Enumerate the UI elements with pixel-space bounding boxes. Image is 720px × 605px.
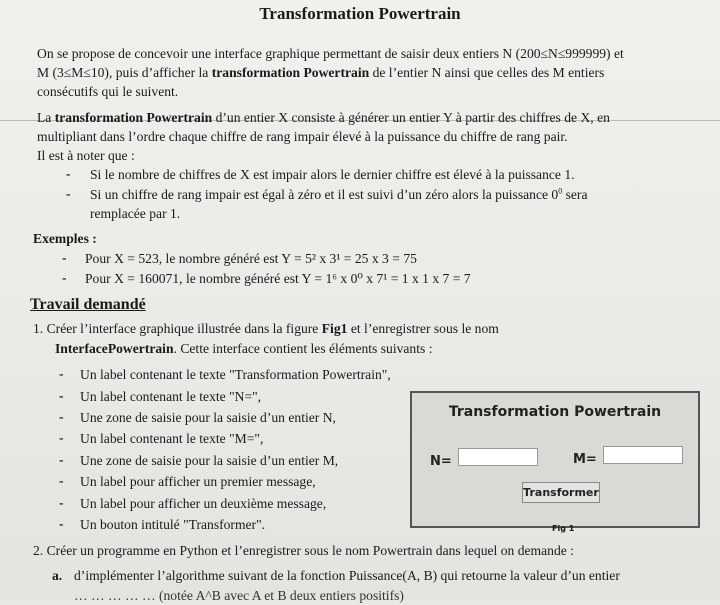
figure-m-label: M=: [573, 452, 597, 467]
intro-line-2: [37, 63, 604, 82]
question-2a-text: d’implémenter l’algorithme suivant de la fonction Puissance(A, B) qui retourne la valeur d’un entier: [74, 568, 620, 583]
requirement-item: Un label contenant le texte "N=",: [80, 389, 262, 404]
intro-text-tail: de l’entier N ainsi que celles des M entiers: [369, 65, 605, 80]
question-1-line-1: [33, 319, 499, 338]
bullet-dash: -: [62, 270, 67, 285]
bullet-dash: -: [59, 452, 64, 467]
question-1-line-2: [55, 339, 432, 358]
bullet-dash: -: [59, 409, 64, 424]
definition-line-1: [37, 108, 610, 127]
definition-text: La: [37, 110, 55, 125]
requirement-item: Un label pour afficher un premier message,: [80, 474, 316, 489]
definition-emphasis: transformation Powertrain: [54, 110, 213, 125]
q1-interface-name: InterfacePowertrain: [55, 341, 174, 356]
question-2a-label: a.: [52, 568, 63, 583]
note-bullet-2: [90, 185, 588, 204]
bullet-dash: -: [59, 516, 64, 531]
question-2: 2. Créer un programme en Python et l’enregistrer sous le nom Powertrain dans lequel on demande :: [33, 543, 574, 558]
figure-title-label: Transformation Powertrain: [448, 404, 662, 420]
note-bullet-2-cont: remplacée par 1.: [90, 206, 181, 221]
example-2: Pour X = 160071, le nombre généré est Y = 1⁶ x 0⁰ x 7¹ = 1 x 1 x 7 = 7: [85, 271, 471, 286]
figure-transform-button: Transformer: [522, 482, 600, 503]
note-bullet-1: Si le nombre de chiffres de X est impair alors le dernier chiffre est élevé à la puissance 1.: [90, 167, 575, 182]
intro-text: M (3≤M≤10), puis d’afficher la: [37, 65, 212, 80]
examples-label: Exemples :: [33, 231, 97, 246]
requirement-item: Une zone de saisie pour la saisie d’un entier N,: [80, 410, 336, 425]
bullet-dash: -: [59, 430, 64, 445]
figure-caption: Fig 1: [552, 524, 575, 533]
requirement-item: Une zone de saisie pour la saisie d’un entier M,: [80, 453, 339, 468]
q1-fig-ref: Fig1: [321, 321, 348, 336]
definition-line-2: multipliant dans l’ordre chaque chiffre de rang impair élevé à la puissance du chiffre de rang pair.: [37, 129, 568, 144]
note-bullet-2-text: Si un chiffre de rang impair est égal à zéro et il est suivi d’un zéro alors la puissance 0: [90, 187, 559, 202]
example-1: Pour X = 523, le nombre généré est Y = 5² x 3¹ = 25 x 3 = 75: [85, 251, 417, 266]
requirement-item: Un bouton intitulé "Transformer".: [80, 517, 266, 532]
definition-text-tail: d’un entier X consiste à générer un entier Y à partir des chiffres de X, en: [212, 110, 610, 125]
section-heading: Travail demandé: [30, 296, 146, 313]
bullet-dash: -: [66, 166, 71, 181]
bullet-dash: -: [62, 250, 67, 265]
figure-interface-mockup: [410, 391, 700, 528]
bullet-dash: -: [59, 495, 64, 510]
q1-text-2: . Cette interface contient les éléments suivants :: [173, 341, 433, 356]
superscript: 0: [558, 186, 563, 196]
q1-text-tail: et l’enregistrer sous le nom: [347, 321, 499, 336]
intro-emphasis: transformation Powertrain: [211, 65, 370, 80]
figure-m-input: [603, 446, 683, 464]
bullet-dash: -: [59, 366, 64, 381]
note-bullet-2-tail: sera: [562, 187, 588, 202]
requirement-item: Un label contenant le texte "Transformation Powertrain",: [80, 367, 391, 382]
bullet-dash: -: [59, 473, 64, 488]
question-2a-cut-line: … … … … … (notée A^B avec A et B deux entiers positifs): [74, 588, 404, 603]
requirement-item: Un label contenant le texte "M=",: [80, 431, 264, 446]
page-title: Transformation Powertrain: [259, 4, 461, 23]
figure-n-label: N=: [430, 454, 452, 469]
q1-text: 1. Créer l’interface graphique illustrée dans la figure: [33, 321, 322, 336]
intro-line-1: On se propose de concevoir une interface graphique permettant de saisir deux entiers N (200≤N≤999999) et: [37, 46, 624, 61]
figure-n-input: [458, 448, 538, 466]
intro-line-3: consécutifs qui le suivent.: [37, 84, 179, 99]
bullet-dash: -: [59, 388, 64, 403]
bullet-dash: -: [66, 186, 71, 201]
requirement-item: Un label pour afficher un deuxième message,: [80, 496, 327, 511]
note-label: Il est à noter que :: [37, 148, 135, 163]
